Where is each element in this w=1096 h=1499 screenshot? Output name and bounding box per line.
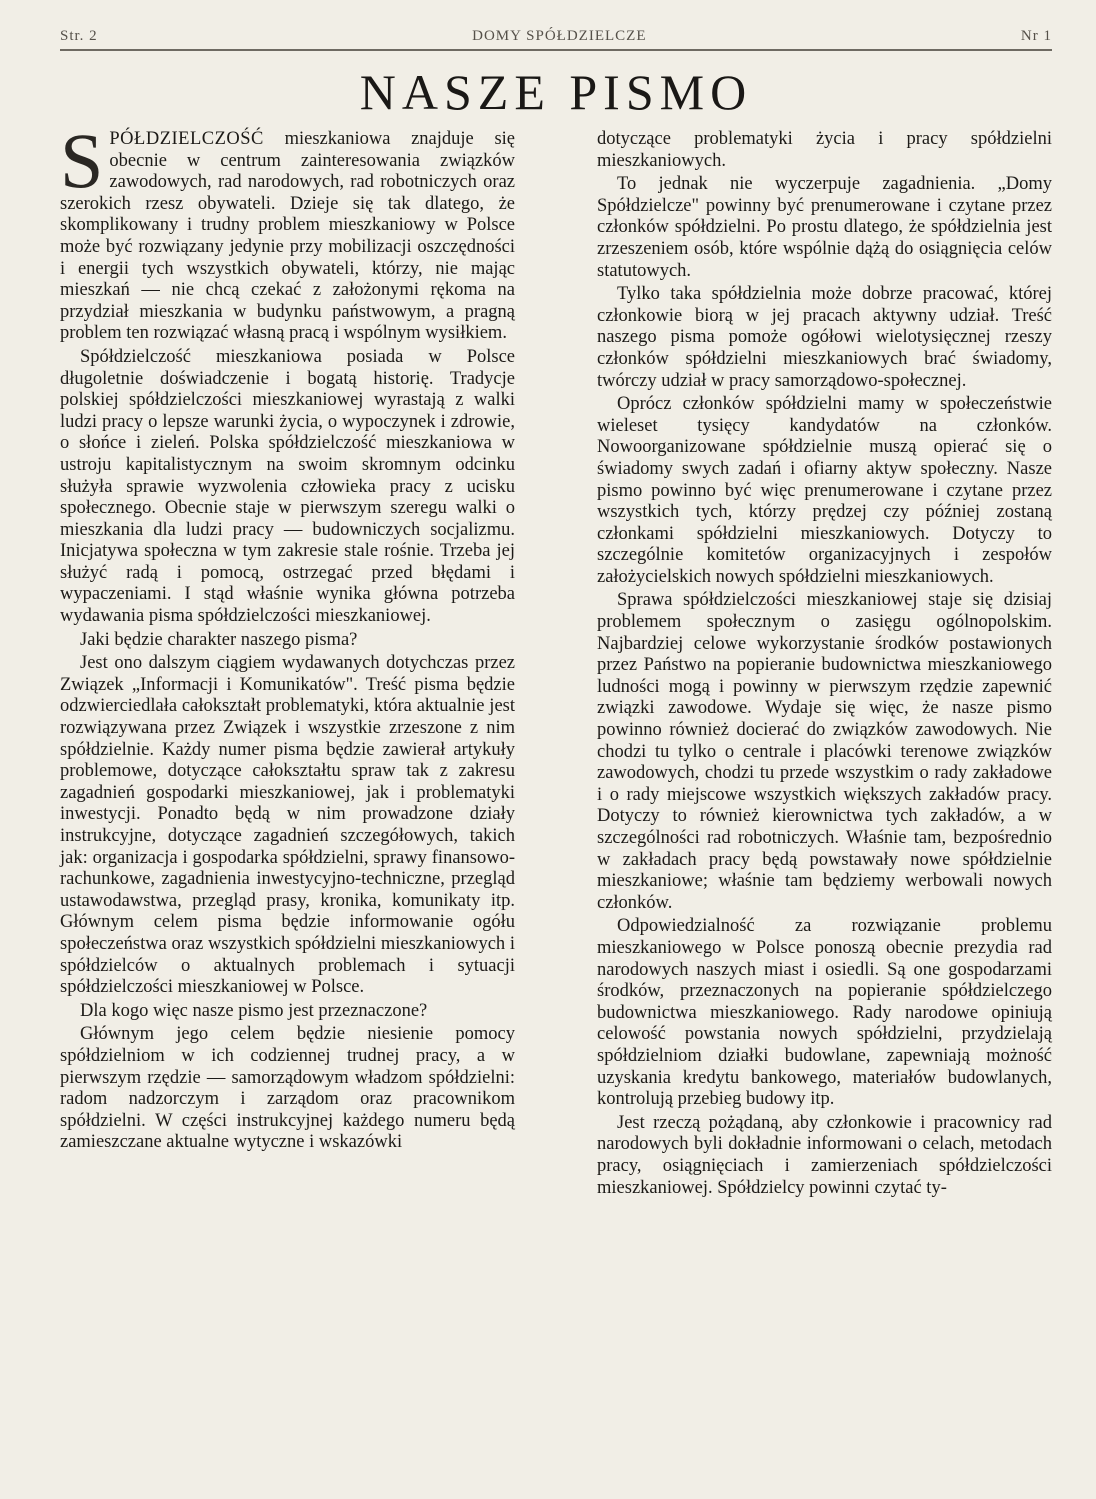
left-column bbox=[60, 117, 515, 1201]
paragraph: Odpowiedzialność za rozwiązanie problemu mieszkaniowego w Polsce ponoszą obecnie prezydia rad narodowych naszych miast i osiedli. Są one gospodarzami środków, przeznaczonych na popieranie spółdzielczego budownictwa mieszkaniowego. Rady narodowe opiniują celowość powstania nowych spółdzielni, przydzielają spółdzielniom działki budowlane, zapewniają możność uzyskania kredytu bankowego, materiałów budowlanych, kontrolują przebieg budowy itp. bbox=[597, 916, 1052, 1110]
paragraph: Głównym jego celem będzie niesienie pomocy spółdzielniom w ich codziennej trudnej pracy, a w pierwszym rzędzie — samorządowym władzom spółdzielni: radom nadzorczym i zarządom oraz pracownikom spółdzielni. W części instrukcyjnej każdego numeru będą zamieszczane aktualne wytyczne i wskazówki bbox=[60, 1024, 515, 1153]
issue-number: Nr 1 bbox=[1020, 28, 1052, 44]
lead-paragraph bbox=[60, 117, 515, 345]
paragraph: Jest rzeczą pożądaną, aby członkowie i pracownicy rad narodowych byli dokładnie informowani o celach, metodach pracy, osiągnięciach i zamierzeniach spółdzielczości mieszkaniowej. Spółdzielcy powinni czytać ty- bbox=[597, 1112, 1052, 1198]
paragraph: Sprawa spółdzielczości mieszkaniowej staje się dzisiaj problemem społecznym o zasięgu ogólnopolskim. Najbardziej celowe wykorzystanie środków postawionych przez Państwo na popieranie budownictwa mieszkaniowego ludności mogą i powinny w pierwszym rzędzie zapewnić związki zawodowe. Wydaje się więc, że nasze pismo powinno również docierać do związków zawodowych. Nie chodzi tu tylko o centrale i placówki terenowe związków zawodowych, chodzi tu przede wszystkim o rady zakładowe i o rady miejscowe wszystkich większych zakładów pracy. Dotyczy to również kierownictwa tych zakładów, a w szczególności rad robotniczych. Właśnie tam, bezpośrednio w zakładach pracy będą powstawały nowe spółdzielnie mieszkaniowe; właśnie tam będziemy werbowali nowych członków. bbox=[597, 590, 1052, 913]
paragraph-text: mieszkaniowa znajduje się obecnie w centrum zainteresowania związków zawodowych, rad narodowych, rad robotniczych oraz szerokich rzesz obywateli. Dzieje się tak dlatego, że skomplikowany i trudny problem mieszkaniowy w Polsce może być rozwiązany jedynie przy mobilizacji oszczędności i energii tych wszystkich obywateli, którzy, nie mając mieszkań — nie chcą czekać z założonymi rękoma na przydział mieszkania w budynku państwowym, a pragną problem ten rozwiązać własną pracą i wspólnym wysiłkiem. bbox=[60, 129, 515, 344]
paragraph: To jednak nie wyczerpuje zagadnienia. „Domy Spółdzielcze" powinny być prenumerowane i czytane przez członków spółdzielni. Po prostu dlatego, że spółdzielnia jest zrzeszeniem osób, które wspólnie dążą do osiągnięcia celów statutowych. bbox=[597, 174, 1052, 281]
paragraph: Spółdzielczość mieszkaniowa posiada w Polsce długoletnie doświadczenie i bogatą historię. Tradycje polskiej spółdzielczości mieszkaniowej wyrastają z walki ludzi pracy o lepsze warunki życia, o wypoczynek i zdrowie, o słońce i zieleń. Polska spółdzielczość mieszkaniowa w ustroju kapitalistycznym na swoim skromnym odcinku służyła sprawie wyzwolenia człowieka pracy z ucisku społecznego. Obecnie staje w pierwszym szeregu walki o mieszkania dla ludzi pracy — budowniczych socjalizmu. Inicjatywa społeczna w tym zakresie stale rośnie. Trzeba jej służyć radą i pomocą, ostrzegać przed błędami i wypaczeniami. I stąd właśnie wynika główna potrzeba wydawania pisma spółdzielczości mieszkaniowej. bbox=[60, 346, 515, 627]
publication-name: DOMY SPÓŁDZIELCZE bbox=[472, 28, 647, 44]
article-body bbox=[60, 117, 1052, 1201]
drop-cap: S bbox=[60, 117, 104, 204]
question-heading: Dla kogo więc nasze pismo jest przeznaczone? bbox=[80, 1000, 428, 1021]
paragraph-continued: dotyczące problematyki życia i pracy spółdzielni mieszkaniowych. bbox=[597, 129, 1052, 171]
right-column bbox=[597, 129, 1052, 1201]
lead-caps: PÓŁDZIELCZOŚĆ bbox=[109, 129, 264, 149]
question-heading: Jaki będzie charakter naszego pisma? bbox=[80, 629, 358, 650]
paragraph: Oprócz członków spółdzielni mamy w społeczeństwie wieleset tysięcy kandydatów na członków. Nowoorganizowane spółdzielnie muszą opierać się o świadomy swych zadań i ofiarny aktyw społeczny. Nasze pismo powinno być więc prenumerowane i czytane przez wszystkich tych, którzy prędzej czy później zostaną członkami spółdzielni mieszkaniowych. Dotyczy to szczególnie komitetów organizacyjnych i zespołów założycielskich nowych spółdzielni mieszkaniowych. bbox=[597, 394, 1052, 587]
running-header bbox=[60, 28, 1052, 51]
page-number: Str. 2 bbox=[60, 28, 98, 44]
paragraph: Tylko taka spółdzielnia może dobrze pracować, której członkowie biorą w jej pracach aktywny udział. Treść naszego pisma pomoże ogółowi wielotysięcznej rzeszy członków spółdzielni mieszkaniowych brać świadomy, twórczy udział w pracy samorządowo-społecznej. bbox=[597, 284, 1052, 391]
article-title: NASZE PISMO bbox=[359, 64, 753, 120]
paragraph: Jest ono dalszym ciągiem wydawanych dotychczas przez Związek „Informacji i Komunikatów". Treść pisma będzie odzwierciedlała całokształt problematyki, która aktualnie jest rozwiązywana przez Związek i wszystkie zrzeszone z nim spółdzielnie. Każdy numer pisma będzie zawierał artykuły problemowe, dotyczące całokształtu spraw tak z zakresu zagadnień gospodarki mieszkaniowej, jak i problematyki inwestycji. Ponadto będą w nim prowadzone działy instrukcyjne, dotyczące zagadnień szczegółowych, takich jak: organizacja i gospodarka spółdzielni, sprawy finansowo-rachunkowe, zagadnienia inwestycyjno-techniczne, przegląd ustawodawstwa, przegląd prasy, kronika, komunikaty itp. Głównym celem pisma będzie informowanie ogółu społeczeństwa oraz wszystkich spółdzielni mieszkaniowych i spółdzielców o aktualnych problemach i sytuacji spółdzielczości mieszkaniowej w Polsce. bbox=[60, 653, 515, 998]
